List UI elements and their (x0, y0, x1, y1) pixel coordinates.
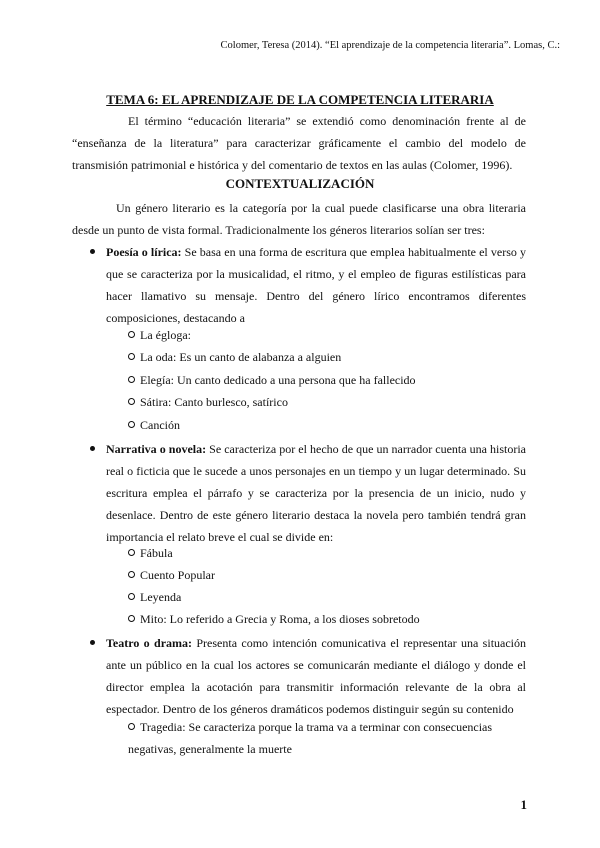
list-item: La oda: Es un canto de alabanza a alguien (128, 346, 341, 368)
context-paragraph: Un género literario es la categoría por la cual puede clasificarse una obra literaria desde un punto de vista formal. Tradicionalmente los géneros literarios solían ser tres: (72, 201, 526, 237)
circle-bullet-icon (128, 615, 135, 622)
circle-bullet-icon (128, 593, 135, 600)
circle-bullet-icon (128, 376, 135, 383)
page-number: 1 (520, 797, 527, 812)
document-title (0, 92, 600, 108)
list-item: La égloga: (128, 324, 191, 346)
page-header: Colomer, Teresa (2014). “El aprendizaje de la competencia literaria”. Lomas, C.: (220, 40, 560, 51)
genre-narrativa (106, 438, 526, 548)
genre-description: Se basa en una forma de escritura que emplea habitualmente el verso y que se caracteriza por la musicalidad, el ritmo, y el empleo de figuras estilísticas para hacer llamativo su mensaje. Dentro del género lírico encontramos diferentes composiciones, destacando a (106, 245, 526, 325)
intro-paragraph: El término “educación literaria” se extendió como denominación frente al de “enseñanza de la literatura” para caracterizar gráficamente el cambio del modelo de transmisión patrimonial e histórica y del comentario de textos en las aulas (Colomer, 1996). (72, 114, 526, 172)
genre-term: Teatro o drama: (106, 636, 193, 650)
bullet-dot (90, 241, 95, 263)
list-item: Sátira: Canto burlesco, satírico (128, 391, 288, 413)
title-text: TEMA 6: EL APRENDIZAJE DE LA COMPETENCIA LITERARIA (106, 92, 494, 107)
circle-bullet-icon (128, 421, 135, 428)
genre-term: Narrativa o novela: (106, 442, 207, 456)
list-item: Elegía: Un canto dedicado a una persona que ha fallecido (128, 369, 416, 391)
list-item: Canción (128, 414, 180, 436)
circle-bullet-icon (128, 398, 135, 405)
circle-bullet-icon (128, 353, 135, 360)
genre-term: Poesía o lírica: (106, 245, 182, 259)
list-item: Leyenda (128, 586, 181, 608)
list-item: Cuento Popular (128, 564, 215, 586)
list-item: Mito: Lo referido a Grecia y Roma, a los dioses sobretodo (128, 608, 420, 630)
circle-bullet-icon (128, 331, 135, 338)
circle-bullet-icon (128, 549, 135, 556)
genre-poesia (106, 241, 526, 329)
bullet-dot (90, 632, 95, 654)
section-heading: CONTEXTUALIZACIÓN (225, 176, 375, 191)
genre-description: Se caracteriza por el hecho de que un narrador cuenta una historia real o ficticia que le sucede a unos personajes en un tiempo y un lugar determinado. Su escritura emplea el párrafo y se caracteriza por la presencia de un inicio, nudo y desenlace. Dentro de este género literario destaca la novela pero también tendrá gran importancia el relato breve el cual se divide en: (106, 442, 526, 544)
genre-description: Presenta como intención comunicativa el representar una situación ante un público en la cual los actores se comunicarán mediante el diálogo y donde el director emplea la acotación para transmitir información relevante de la obra al espectador. Dentro de los géneros dramáticos podemos distinguir según su contenido (106, 636, 527, 716)
circle-bullet-icon (128, 571, 135, 578)
circle-bullet-icon (128, 723, 135, 730)
list-item: Fábula (128, 542, 173, 564)
list-item: Tragedia: Se caracteriza porque la trama va a terminar con consecuencias negativas, generalmente la muerte (128, 720, 493, 756)
bullet-dot (90, 438, 95, 460)
genre-teatro (106, 632, 526, 720)
